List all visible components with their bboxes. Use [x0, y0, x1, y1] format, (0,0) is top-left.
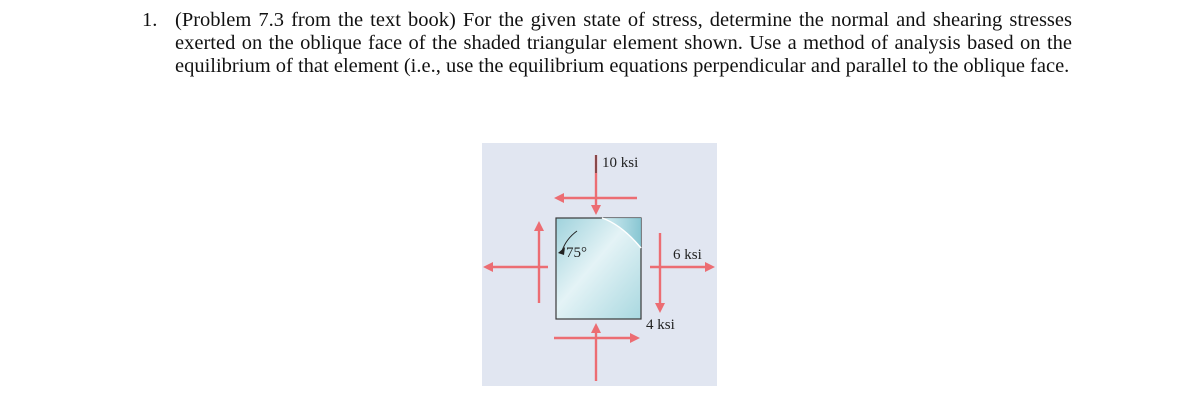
stress-element-diagram [482, 143, 717, 386]
right-stress-label: 6 ksi [673, 247, 702, 263]
top-stress-label: 10 ksi [602, 155, 639, 171]
angle-label: 75° [566, 245, 587, 261]
problem-statement [142, 9, 1072, 78]
problem-text: (Problem 7.3 from the text book) For the given state of stress, determine the normal and shearing stresses exerted on the oblique face of the shaded triangular element shown. Use a method of analysis based on the equilibrium of that element (i.e., use the equilibrium equations perpendicular and parallel to the oblique face. [175, 9, 1072, 77]
bottom-stress-label: 4 ksi [646, 317, 675, 333]
problem-number: 1. [142, 9, 158, 31]
stress-element-figure [482, 143, 717, 386]
